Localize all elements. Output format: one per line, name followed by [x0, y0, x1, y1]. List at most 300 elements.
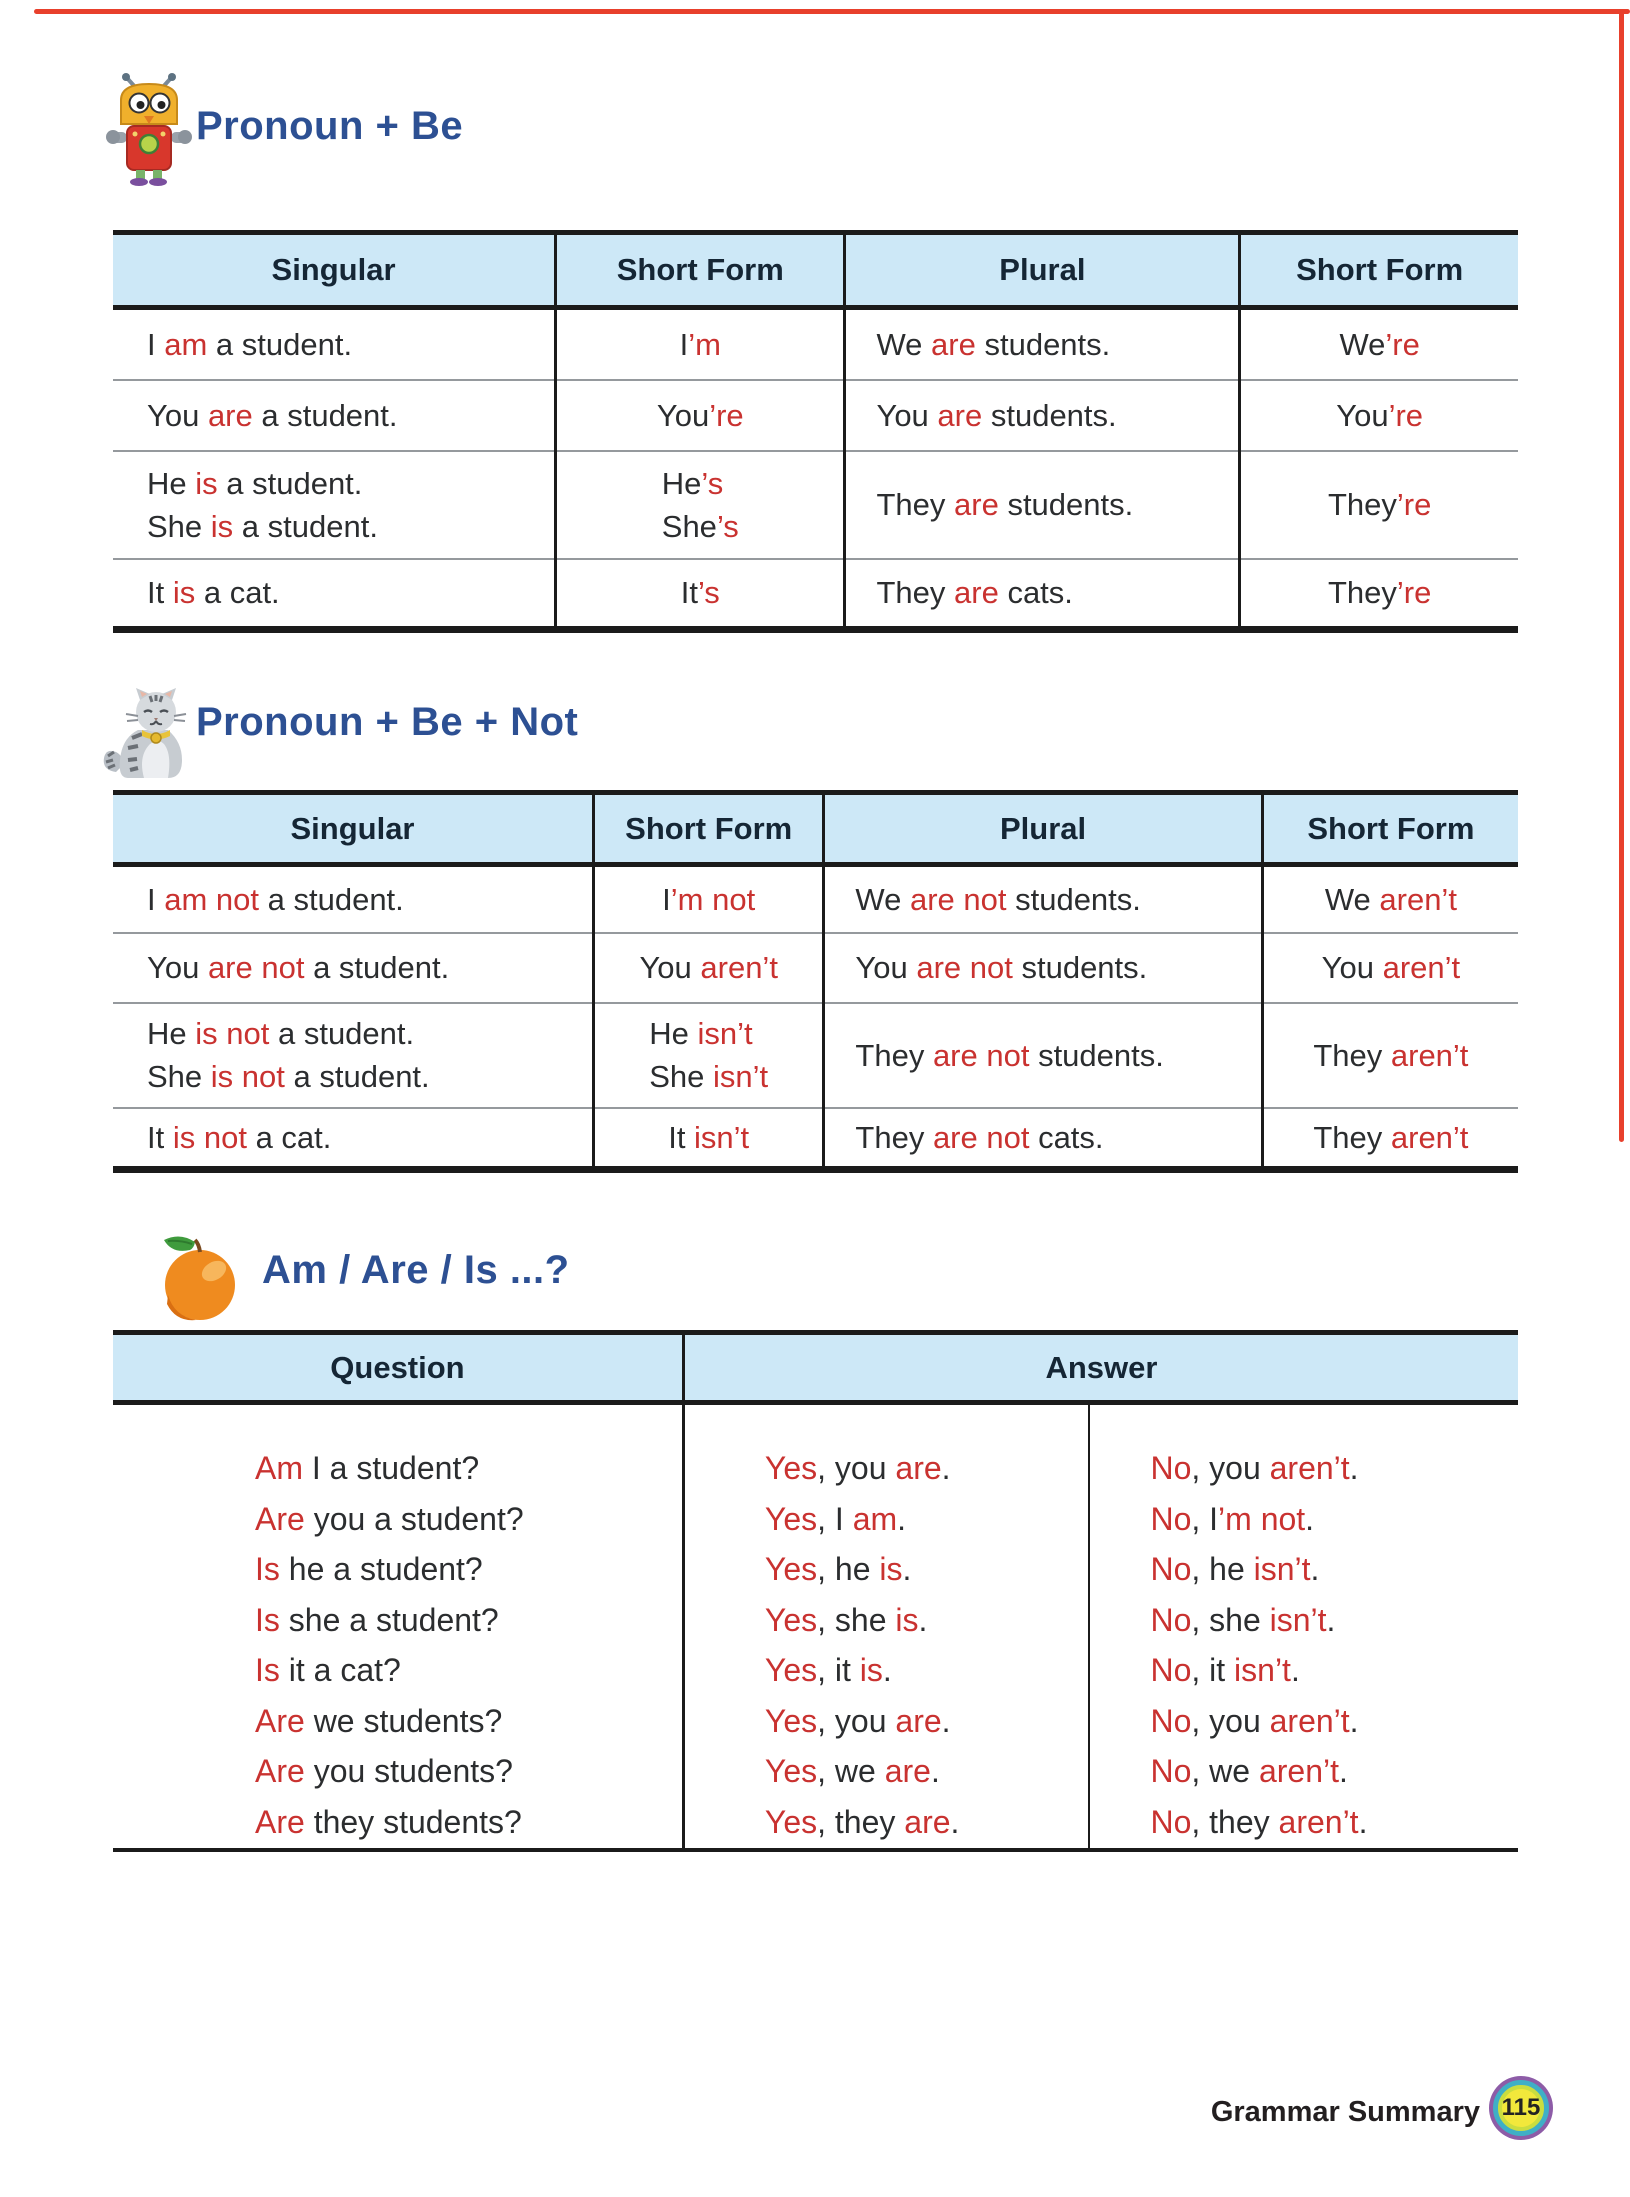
column-header: Plural	[845, 233, 1240, 308]
table-cell	[594, 1003, 824, 1108]
table-cell	[824, 865, 1262, 933]
highlighted-text: isn’t	[1269, 1601, 1327, 1638]
yes-answer-line	[765, 1494, 1088, 1545]
plain-text: cats.	[1029, 1119, 1104, 1155]
cell-content	[147, 1012, 591, 1098]
table-cell	[824, 1003, 1262, 1108]
highlighted-text: aren’t	[1269, 1450, 1350, 1486]
question-line	[255, 1544, 681, 1595]
highlighted-text: is	[172, 575, 196, 611]
plain-text: students.	[1006, 881, 1141, 917]
plain-text: He	[661, 465, 702, 501]
plain-text: You	[639, 950, 701, 985]
cell-content	[1325, 878, 1457, 921]
plain-text: She	[147, 508, 211, 544]
table-header	[113, 233, 1518, 308]
table-cell	[1089, 1403, 1518, 1851]
cell-line	[1313, 1116, 1468, 1159]
cell-line	[147, 323, 553, 366]
cat-icon	[98, 686, 200, 789]
plain-text: .	[1305, 1500, 1315, 1537]
highlighted-text: aren’t	[1390, 1119, 1469, 1155]
highlighted-text: Yes	[764, 1652, 818, 1688]
cell-line	[855, 946, 1259, 989]
question-line	[255, 1696, 681, 1747]
table-row	[113, 865, 1518, 933]
plain-text: He	[649, 1016, 698, 1051]
cell-content	[681, 571, 720, 614]
header-row	[113, 1333, 1518, 1403]
cell-line	[147, 394, 553, 437]
yes-answer-line	[765, 1696, 1088, 1747]
plain-text: It	[147, 1119, 173, 1155]
cell-content	[1339, 323, 1419, 366]
cell-content	[147, 1116, 591, 1159]
cell-content	[876, 323, 1237, 366]
table-row	[113, 451, 1518, 559]
highlighted-text: aren’t	[1379, 881, 1457, 917]
column-header: Singular	[113, 793, 594, 865]
cell-content	[649, 1012, 768, 1098]
plain-text: They	[855, 1037, 933, 1073]
plain-text: she a student?	[279, 1601, 499, 1638]
page-number-badge	[1493, 2080, 1549, 2136]
plain-text: students.	[1029, 1037, 1164, 1073]
plain-text: You	[855, 950, 917, 985]
table-cell	[556, 308, 845, 380]
column-header: Short Form	[1262, 793, 1518, 865]
cell-content	[147, 571, 553, 614]
plain-text: We	[1324, 881, 1380, 917]
cell-content	[147, 394, 553, 437]
column-header: Short Form	[594, 793, 824, 865]
highlighted-text: are	[207, 397, 253, 433]
cell-line	[1339, 323, 1419, 366]
table-cell	[1262, 1003, 1518, 1108]
cell-line	[147, 462, 553, 505]
highlighted-text: is not	[172, 1119, 247, 1155]
plain-text: a student.	[259, 881, 404, 917]
footer-label: Grammar Summary	[1210, 2096, 1480, 2128]
cell-line	[1325, 878, 1457, 921]
table-cell	[556, 451, 845, 559]
highlighted-text: isn’t	[713, 1059, 769, 1094]
highlighted-text: ’s	[716, 508, 739, 544]
highlighted-text: are	[884, 1753, 931, 1789]
plain-text: students.	[998, 487, 1134, 522]
cell-content	[1336, 394, 1423, 437]
no-answer-line	[1150, 1443, 1517, 1494]
plain-text: It	[147, 575, 173, 611]
cell-content	[1328, 483, 1431, 526]
page-edge-accent-right	[1619, 9, 1624, 1142]
plain-text: She	[649, 1059, 714, 1094]
plain-text: , he	[817, 1551, 880, 1587]
table-cell	[113, 1108, 594, 1170]
highlighted-text: Is	[255, 1601, 280, 1638]
plain-text: , I	[1191, 1500, 1219, 1537]
highlighted-text: Yes	[764, 1803, 818, 1840]
cell-content	[855, 878, 1259, 921]
cell-content	[855, 1116, 1259, 1159]
no-answer-line	[1150, 1544, 1517, 1595]
table-cell	[1240, 559, 1518, 630]
table-cell	[1262, 933, 1518, 1003]
plain-text: a student.	[269, 1016, 415, 1051]
question-answer-table	[113, 1330, 1518, 1852]
highlighted-text: is	[210, 508, 234, 544]
orange-icon	[152, 1230, 246, 1329]
plain-text: , I	[817, 1500, 853, 1537]
no-answer-line	[1150, 1494, 1517, 1545]
plain-text: I	[147, 881, 165, 917]
highlighted-text: ’re	[1396, 487, 1432, 522]
cell-content	[876, 394, 1237, 437]
highlighted-text: are	[931, 326, 976, 362]
highlighted-text: Yes	[764, 1551, 818, 1587]
highlighted-text: ’re	[709, 397, 744, 433]
plain-text: .	[930, 1753, 940, 1789]
plain-text: I	[662, 881, 671, 917]
column-header: Plural	[824, 793, 1262, 865]
no-answer-line	[1150, 1696, 1517, 1747]
highlighted-text: No	[1150, 1753, 1192, 1789]
cell-line	[876, 394, 1237, 437]
table-row	[113, 308, 1518, 380]
plain-text: She	[147, 1059, 211, 1094]
cell-content	[855, 1034, 1259, 1077]
plain-text: a cat.	[195, 575, 280, 611]
table-cell	[845, 559, 1240, 630]
highlighted-text: No	[1150, 1652, 1192, 1688]
plain-text: It	[668, 1119, 695, 1155]
highlighted-text: isn’t	[694, 1119, 750, 1155]
cell-line	[1328, 483, 1431, 526]
cell-line	[1313, 1034, 1468, 1077]
highlighted-text: is	[195, 465, 218, 501]
highlighted-text: ’m not	[670, 881, 756, 917]
cell-line	[662, 462, 739, 505]
plain-text: , it	[817, 1652, 860, 1688]
cell-line	[1336, 394, 1423, 437]
yes-answer-line	[765, 1443, 1088, 1494]
plain-text: you students?	[304, 1753, 513, 1789]
cell-line	[668, 1116, 749, 1159]
plain-text: he a student?	[279, 1551, 483, 1587]
highlighted-text: No	[1150, 1450, 1192, 1486]
table-cell	[1262, 1108, 1518, 1170]
column-header: Short Form	[556, 233, 845, 308]
table-header	[113, 793, 1518, 865]
column-header: Answer	[683, 1333, 1518, 1403]
plain-text: They	[1327, 487, 1397, 522]
highlighted-text: are not	[932, 1119, 1030, 1155]
plain-text: They	[876, 487, 955, 522]
robot-icon	[106, 72, 192, 191]
plain-text: We	[876, 326, 932, 362]
highlighted-text: ’s	[701, 465, 724, 501]
plain-text: .	[882, 1652, 892, 1688]
highlighted-text: are not	[932, 1037, 1030, 1073]
no-answer-line	[1150, 1746, 1517, 1797]
highlighted-text: is not	[210, 1059, 285, 1094]
plain-text: , she	[817, 1601, 896, 1638]
plain-text: They	[855, 1119, 933, 1155]
question-line	[255, 1645, 681, 1696]
cell-content	[639, 946, 777, 989]
highlighted-text: Is	[255, 1652, 280, 1688]
highlighted-text: am	[164, 326, 208, 362]
highlighted-text: Are	[255, 1500, 305, 1537]
plain-text: You	[656, 397, 710, 433]
plain-text: students.	[1012, 950, 1148, 985]
cell-content	[147, 878, 591, 921]
plain-text: .	[941, 1702, 951, 1739]
table-cell	[113, 308, 556, 380]
highlighted-text: Are	[255, 1803, 305, 1840]
cell-line	[876, 483, 1237, 526]
cell-line	[681, 571, 720, 614]
plain-text: They	[1313, 1119, 1391, 1155]
table-cell	[594, 1108, 824, 1170]
plain-text: a student.	[252, 397, 398, 433]
no-answer-line	[1150, 1595, 1517, 1646]
highlighted-text: No	[1150, 1500, 1192, 1537]
section-title-pronoun-be: Pronoun + Be	[196, 104, 464, 148]
highlighted-text: No	[1150, 1803, 1192, 1840]
column-header: Short Form	[1240, 233, 1518, 308]
no-answer-line	[1150, 1645, 1517, 1696]
plain-text: I	[679, 326, 689, 362]
plain-text: a cat.	[246, 1119, 332, 1155]
plain-text: students.	[975, 326, 1111, 362]
highlighted-text: am not	[164, 881, 260, 917]
plain-text: a student.	[207, 326, 353, 362]
plain-text: a student.	[233, 508, 378, 544]
highlighted-text: aren’t	[1258, 1753, 1339, 1789]
yes-answer-line	[765, 1797, 1088, 1848]
table-row	[113, 1403, 1518, 1851]
table-row	[113, 559, 1518, 630]
plain-text: students.	[982, 397, 1117, 433]
cell-line	[147, 1116, 591, 1159]
plain-text: we students?	[304, 1702, 503, 1739]
plain-text: , they	[1191, 1803, 1279, 1840]
highlighted-text: No	[1150, 1702, 1192, 1739]
yes-answer-line	[765, 1746, 1088, 1797]
highlighted-text: Yes	[764, 1753, 818, 1789]
highlighted-text: are	[954, 487, 999, 522]
highlighted-text: Yes	[764, 1601, 818, 1638]
plain-text: a student.	[304, 950, 450, 985]
table-cell	[556, 380, 845, 451]
question-line	[255, 1443, 681, 1494]
plain-text: .	[1310, 1551, 1320, 1587]
cell-line	[1322, 946, 1460, 989]
plain-text: .	[1349, 1702, 1359, 1739]
plain-text: a student.	[284, 1059, 430, 1094]
plain-text: , we	[817, 1753, 885, 1789]
highlighted-text: am	[852, 1500, 898, 1537]
cell-line	[147, 878, 591, 921]
table-header	[113, 1333, 1518, 1403]
table-row	[113, 933, 1518, 1003]
table-cell	[1240, 308, 1518, 380]
highlighted-text: Yes	[764, 1450, 818, 1486]
table-cell	[113, 933, 594, 1003]
plain-text: .	[1349, 1450, 1359, 1486]
cell-content	[147, 946, 591, 989]
highlighted-text: are	[904, 1803, 951, 1840]
plain-text: He	[147, 465, 196, 501]
plain-text: We	[855, 881, 910, 917]
cell-line	[147, 505, 553, 548]
plain-text: You	[1321, 950, 1383, 985]
cell-content	[876, 571, 1237, 614]
plain-text: I	[147, 326, 165, 362]
question-line	[255, 1595, 681, 1646]
plain-text: , it	[1191, 1652, 1235, 1688]
table-cell	[113, 1003, 594, 1108]
plain-text: , he	[1191, 1551, 1254, 1587]
cell-line	[657, 394, 744, 437]
highlighted-text: aren’t	[1278, 1803, 1359, 1840]
plain-text: I a student?	[303, 1450, 480, 1486]
cell-content	[662, 462, 739, 548]
plain-text: She	[661, 508, 717, 544]
table-cell	[113, 380, 556, 451]
highlighted-text: is	[895, 1601, 919, 1638]
plain-text: .	[1358, 1803, 1368, 1840]
pronoun-be-table	[113, 230, 1518, 633]
table-cell	[1262, 865, 1518, 933]
no-answer-line	[1150, 1797, 1517, 1848]
highlighted-text: are not	[916, 950, 1013, 985]
plain-text: , you	[1191, 1702, 1270, 1739]
plain-text: it a cat?	[279, 1652, 401, 1688]
highlighted-text: Are	[255, 1702, 305, 1739]
plain-text: .	[941, 1450, 951, 1486]
highlighted-text: aren’t	[1269, 1702, 1350, 1739]
header-row	[113, 233, 1518, 308]
cell-line	[147, 571, 553, 614]
cell-line	[876, 323, 1237, 366]
highlighted-text: Are	[255, 1753, 305, 1789]
cell-line	[649, 1055, 768, 1098]
highlighted-text: aren’t	[1382, 950, 1461, 985]
highlighted-text: is	[879, 1551, 903, 1587]
plain-text: , you	[1191, 1450, 1270, 1486]
cell-content	[876, 483, 1237, 526]
cell-line	[147, 1055, 591, 1098]
highlighted-text: ’re	[1396, 575, 1432, 611]
section-title-am-are-is: Am / Are / Is ...?	[262, 1248, 570, 1292]
yes-answer-line	[765, 1595, 1088, 1646]
highlighted-text: No	[1150, 1601, 1192, 1638]
plain-text: They	[1327, 575, 1397, 611]
cell-content	[1313, 1034, 1468, 1077]
plain-text: We	[1339, 326, 1386, 362]
highlighted-text: ’m not	[1218, 1500, 1306, 1537]
table-cell	[594, 933, 824, 1003]
column-header: Question	[113, 1333, 683, 1403]
highlighted-text: ’m	[688, 326, 721, 362]
highlighted-text: aren’t	[1390, 1037, 1469, 1073]
plain-text: They	[1313, 1037, 1391, 1073]
highlighted-text: are	[937, 397, 983, 433]
yes-answer-line	[765, 1645, 1088, 1696]
table-cell	[113, 1403, 683, 1851]
table-cell	[845, 451, 1240, 559]
plain-text: , we	[1191, 1753, 1259, 1789]
cell-line	[855, 1116, 1259, 1159]
table-row	[113, 1108, 1518, 1170]
table-cell	[113, 559, 556, 630]
plain-text: You	[876, 397, 938, 433]
cell-content	[668, 1116, 749, 1159]
highlighted-text: isn’t	[697, 1016, 753, 1051]
table-cell	[556, 559, 845, 630]
table-cell	[845, 308, 1240, 380]
plain-text: they students?	[304, 1803, 522, 1840]
cell-line	[1328, 571, 1431, 614]
table-cell	[824, 933, 1262, 1003]
plain-text: .	[1338, 1753, 1348, 1789]
yes-answer-line	[765, 1544, 1088, 1595]
plain-text: You	[147, 950, 208, 985]
plain-text: They	[876, 575, 955, 611]
cell-content	[662, 878, 755, 921]
highlighted-text: ’s	[697, 575, 720, 611]
plain-text: You	[147, 397, 208, 433]
plain-text: , she	[1191, 1601, 1270, 1638]
cell-line	[680, 323, 721, 366]
plain-text: He	[147, 1016, 196, 1051]
plain-text: .	[918, 1601, 928, 1638]
highlighted-text: Yes	[764, 1702, 818, 1739]
section-title-pronoun-be-not: Pronoun + Be + Not	[196, 700, 579, 744]
table-cell	[113, 451, 556, 559]
plain-text: .	[897, 1500, 907, 1537]
plain-text: .	[1326, 1601, 1336, 1638]
header-row	[113, 793, 1518, 865]
plain-text: .	[902, 1551, 912, 1587]
pronoun-be-not-table	[113, 790, 1518, 1173]
page-number: 115	[1501, 2094, 1541, 2121]
cell-content	[1313, 1116, 1468, 1159]
column-header: Singular	[113, 233, 556, 308]
highlighted-text: are	[954, 575, 999, 611]
cell-line	[876, 571, 1237, 614]
cell-content	[855, 946, 1259, 989]
table-cell	[113, 865, 594, 933]
plain-text: .	[1290, 1652, 1300, 1688]
cell-line	[855, 1034, 1259, 1077]
cell-content	[147, 462, 553, 548]
cell-line	[147, 1012, 591, 1055]
cell-line	[855, 878, 1259, 921]
plain-text: , you	[817, 1702, 896, 1739]
highlighted-text: ’re	[1388, 397, 1424, 433]
cell-line	[662, 878, 755, 921]
question-line	[255, 1746, 681, 1797]
plain-text: , they	[817, 1803, 905, 1840]
plain-text: You	[1336, 397, 1389, 433]
table-cell	[1240, 380, 1518, 451]
highlighted-text: are not	[207, 950, 305, 985]
highlighted-text: Am	[255, 1450, 303, 1486]
cell-line	[649, 1012, 768, 1055]
